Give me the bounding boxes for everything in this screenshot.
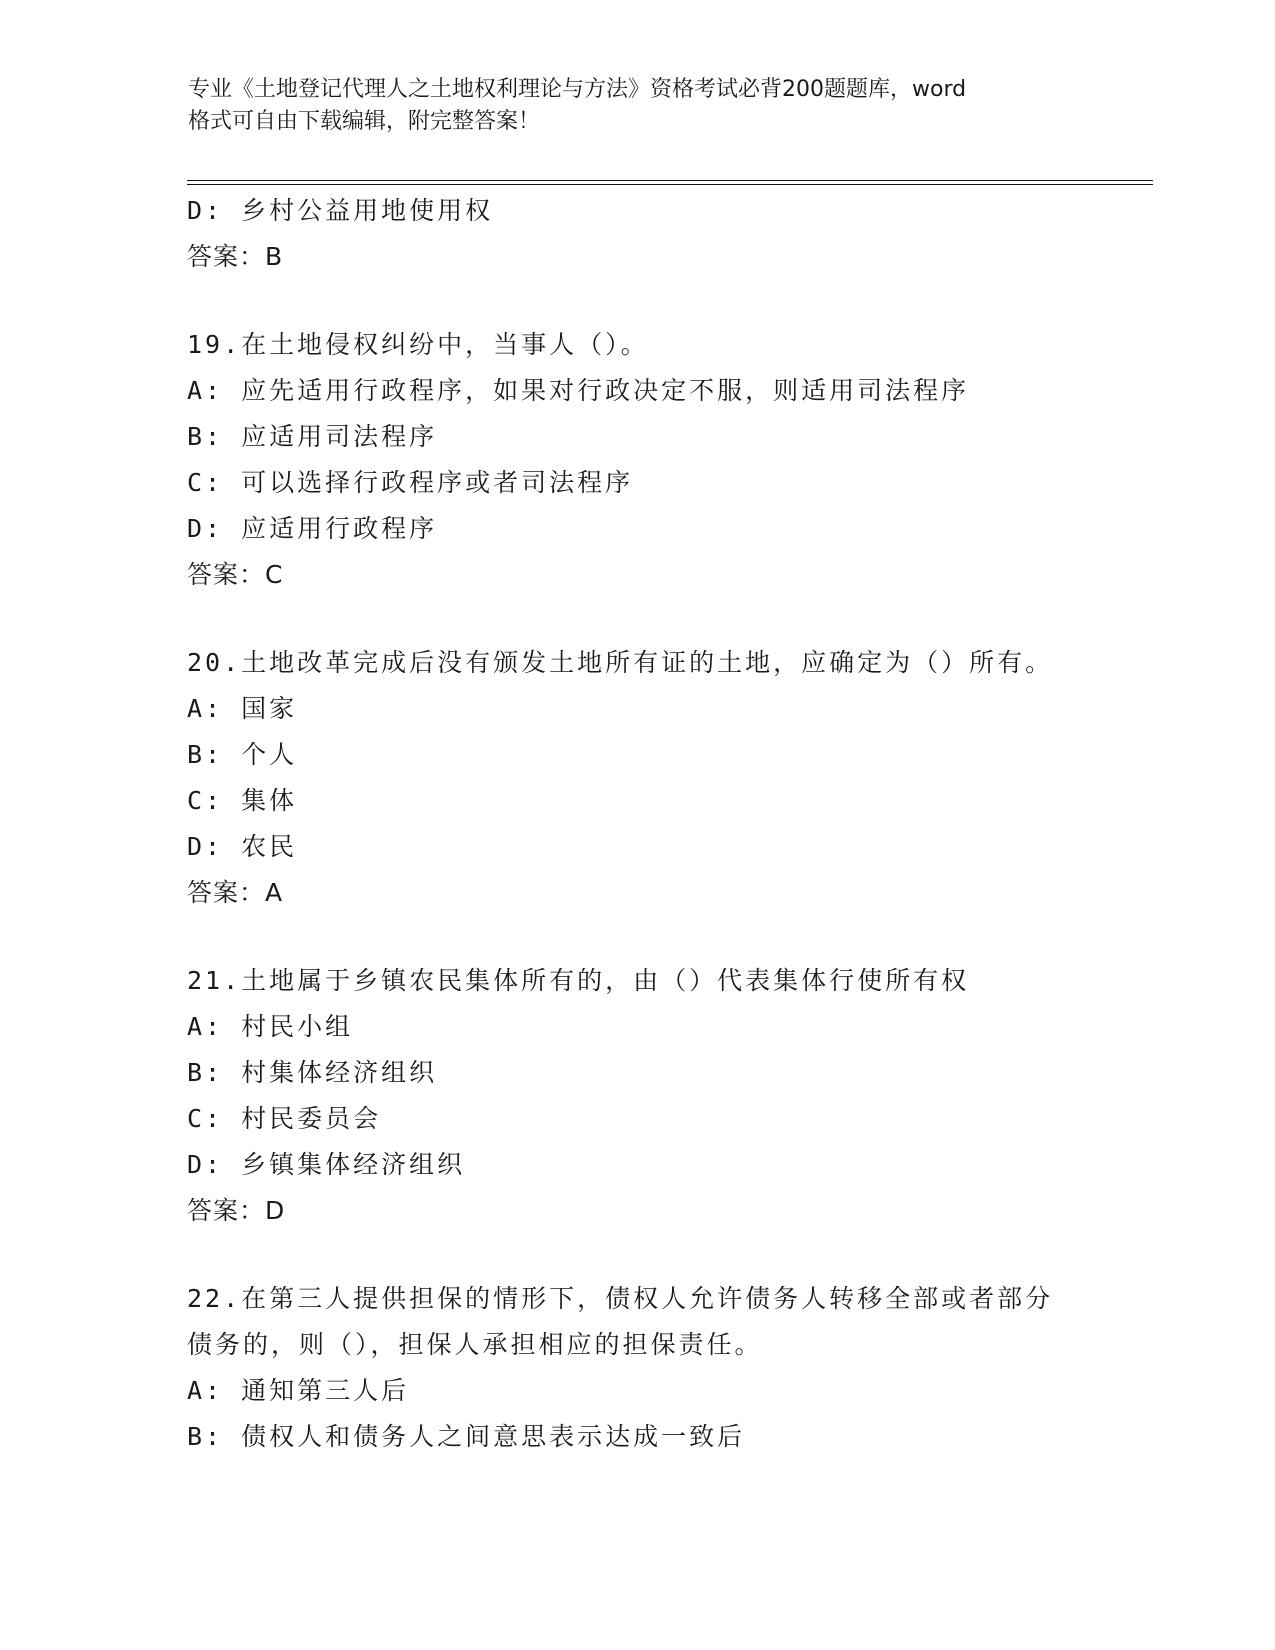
option-a: A: 村民小组 bbox=[187, 1012, 354, 1041]
spacer bbox=[187, 598, 1117, 640]
spacer bbox=[187, 1234, 1117, 1276]
option-c: C: 可以选择行政程序或者司法程序 bbox=[187, 468, 634, 497]
option-b: B: 个人 bbox=[187, 740, 298, 769]
answer-label: 答案：A bbox=[187, 878, 284, 907]
header-divider-bottom bbox=[187, 184, 1153, 185]
answer-label: 答案：B bbox=[187, 242, 284, 271]
question-stem-line-1: 22.在第三人提供担保的情形下，债权人允许债务人转移全部或者部分 bbox=[187, 1284, 1054, 1313]
document-header bbox=[188, 74, 1088, 138]
spacer bbox=[187, 916, 1117, 958]
option-c: C: 集体 bbox=[187, 786, 298, 815]
answer-label: 答案：C bbox=[187, 560, 284, 589]
question-stem: 19.在土地侵权纠纷中，当事人（）。 bbox=[187, 330, 649, 359]
option-a: A: 通知第三人后 bbox=[187, 1376, 410, 1405]
spacer bbox=[187, 280, 1117, 322]
question-list bbox=[187, 188, 1117, 1460]
header-divider-top bbox=[187, 180, 1153, 181]
answer-label: 答案：D bbox=[187, 1196, 286, 1225]
option-b: B: 债权人和债务人之间意思表示达成一致后 bbox=[187, 1422, 746, 1451]
option-a: A: 国家 bbox=[187, 694, 298, 723]
option-d: D: 应适用行政程序 bbox=[187, 514, 438, 543]
option-d: D: 乡镇集体经济组织 bbox=[187, 1150, 466, 1179]
question-stem: 20.土地改革完成后没有颁发土地所有证的土地，应确定为（）所有。 bbox=[187, 648, 1054, 677]
option-d: D: 乡村公益用地使用权 bbox=[187, 196, 494, 225]
header-line-1: 专业《土地登记代理人之土地权利理论与方法》资格考试必背200题题库，word bbox=[188, 77, 967, 102]
option-a: A: 应先适用行政程序，如果对行政决定不服，则适用司法程序 bbox=[187, 376, 970, 405]
option-c: C: 村民委员会 bbox=[187, 1104, 382, 1133]
question-stem-line-2: 债务的，则（），担保人承担相应的担保责任。 bbox=[187, 1330, 763, 1359]
option-b: B: 村集体经济组织 bbox=[187, 1058, 438, 1087]
header-line-2: 格式可自由下载编辑，附完整答案！ bbox=[188, 109, 541, 134]
question-stem: 21.土地属于乡镇农民集体所有的，由（）代表集体行使所有权 bbox=[187, 966, 970, 995]
option-b: B: 应适用司法程序 bbox=[187, 422, 438, 451]
option-d: D: 农民 bbox=[187, 832, 298, 861]
